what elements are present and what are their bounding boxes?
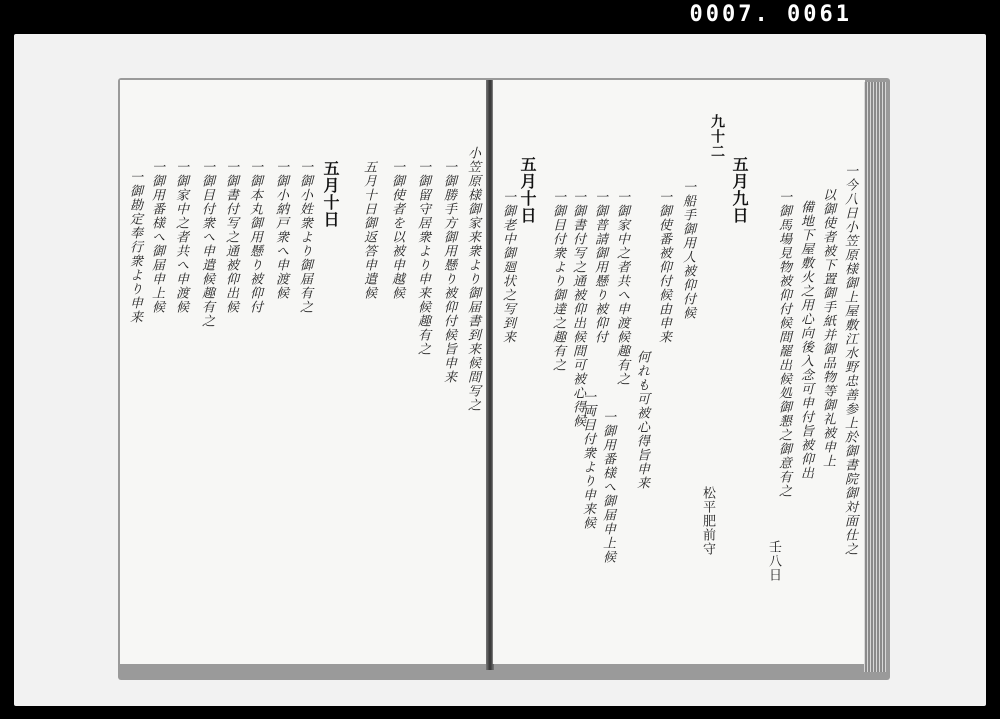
left-entry-8: 一御本丸御用懸り被仰付 — [247, 160, 262, 314]
right-entry-13: 一御用番様へ御届申上候 — [600, 410, 615, 564]
page-edges — [864, 82, 886, 672]
left-page — [120, 80, 489, 664]
right-folio-number: 九十二 — [709, 114, 725, 159]
left-heading-may10: 五月十日 — [321, 160, 340, 228]
right-entry-5: 一船手御用人被仰付候 — [680, 180, 695, 320]
right-heading-may9: 五月九日 — [730, 156, 749, 224]
right-entry-1: 一今八日小笠原様御上屋敷江水野忠善参上於御書院御対面仕之 — [842, 164, 857, 556]
left-entry-7: 一御小納戸衆へ申渡候 — [273, 160, 288, 300]
right-page — [492, 80, 865, 664]
left-entry-4: 一御使者を以被申越候 — [389, 160, 404, 300]
right-heading-may10: 五月十日 — [518, 156, 537, 224]
left-entry-9: 一御書付写之通被仰出候 — [223, 160, 238, 314]
right-entry-8: 一御家中之者共へ申渡候趣有之 — [614, 190, 629, 386]
right-entry-7: 何れも可被心得旨申来 — [634, 350, 649, 490]
left-entry-3: 一御留守居衆より申来候趣有之 — [415, 160, 430, 356]
right-entry-6: 一御使番被仰付候由申来 — [656, 190, 671, 344]
right-entry-14: 一御老中御廻状之写到来 — [500, 190, 515, 344]
right-entry-10: 一御書付写之通被仰出候間可被心得候 — [570, 190, 585, 428]
left-entry-10: 一御目付衆へ申遣候趣有之 — [199, 160, 214, 328]
left-entry-12: 一御用番様へ御届申上候 — [149, 160, 164, 314]
right-entry-11: 一御目付衆より御達之趣有之 — [550, 190, 565, 372]
right-date-note: 壬八日 — [766, 540, 781, 582]
right-entry-4: 一御馬場見物被仰付候間罷出候処御懇之御意有之 — [776, 190, 791, 498]
left-entry-11: 一御家中之者共へ申渡候 — [173, 160, 188, 314]
right-entry-12: 一両目付衆より申来候 — [580, 390, 595, 530]
frame-number: 0007. 0061 — [689, 2, 852, 27]
left-entry-1: 小笠原様御家来衆より御届書到来候間写之 — [465, 146, 480, 412]
left-entry-6: 一御小姓衆より御届有之 — [297, 160, 312, 314]
right-entry-2: 以御使者被下置御手紙并御品物等御礼被申上 — [820, 188, 835, 468]
right-entry-9: 一御普請御用懸り被仰付 — [592, 190, 607, 344]
left-entry-13: 一御勘定奉行衆より申来 — [127, 170, 142, 324]
right-entry-3: 備地下屋敷火之用心向後入念可申付旨被仰出 — [798, 200, 813, 480]
left-entry-5: 五月十日御返答申遣候 — [361, 160, 376, 300]
left-entry-2: 一御勝手方御用懸り被仰付候旨申来 — [441, 160, 456, 384]
right-signatory: 松平肥前守 — [700, 486, 715, 556]
